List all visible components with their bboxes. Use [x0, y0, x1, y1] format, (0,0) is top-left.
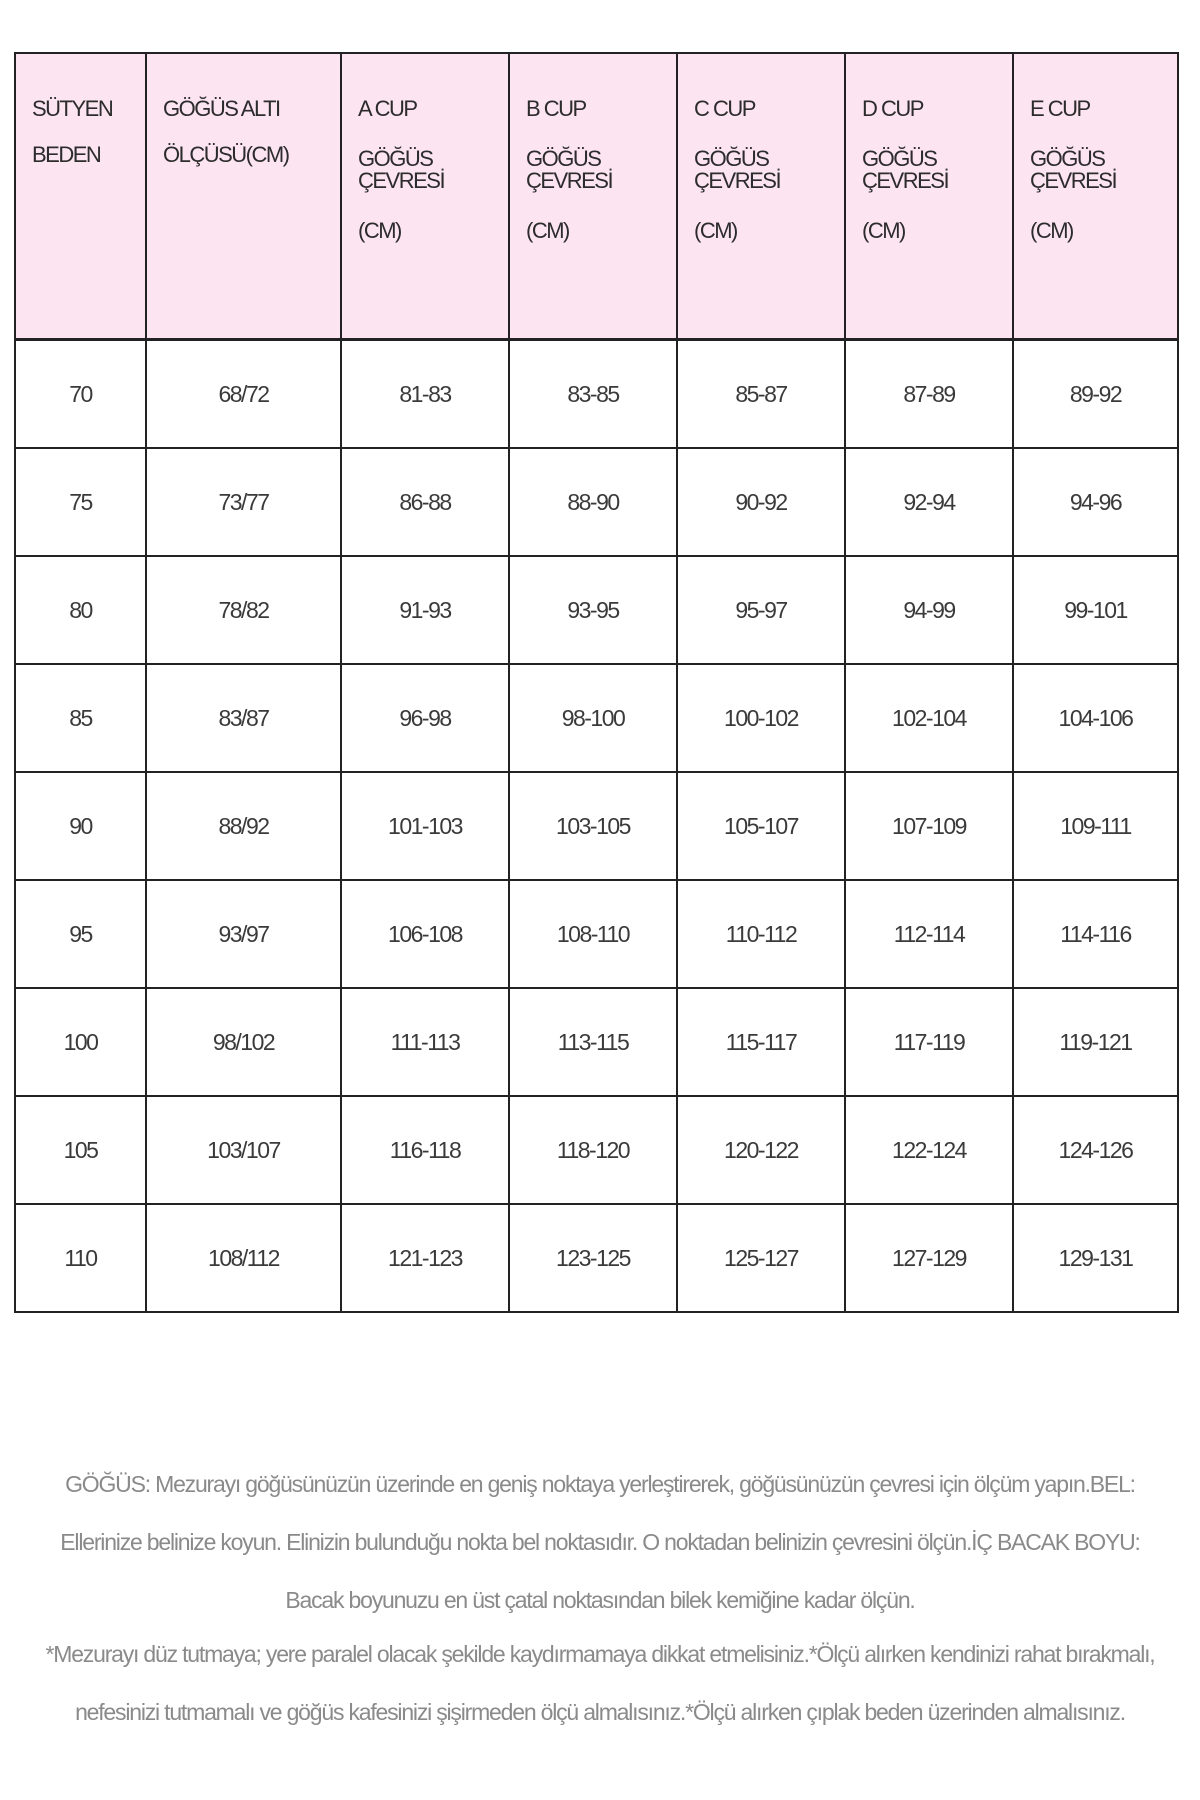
table-row	[15, 880, 1178, 988]
header-c-cup	[677, 53, 845, 340]
header-line: GÖĞÜS ÇEVRESİ	[862, 146, 949, 193]
table-row	[15, 664, 1178, 772]
table-cell: 114-116	[1013, 880, 1178, 988]
header-line-gap	[163, 120, 326, 144]
table-cell: 129-131	[1013, 1204, 1178, 1312]
table-cell: 94-99	[845, 556, 1013, 664]
header-e-cup	[1013, 53, 1178, 340]
header-line-gap	[862, 192, 998, 220]
table-cell: 80	[15, 556, 146, 664]
header-a-cup	[341, 53, 509, 340]
table-cell: 68/72	[146, 340, 341, 449]
table-cell: 101-103	[341, 772, 509, 880]
header-line: GÖĞÜS ÇEVRESİ	[526, 146, 613, 193]
table-cell: 92-94	[845, 448, 1013, 556]
table-cell: 105-107	[677, 772, 845, 880]
header-line: C CUP	[694, 96, 755, 121]
header-line: (CM)	[358, 218, 401, 243]
header-bra-size	[15, 53, 146, 340]
header-line: (CM)	[526, 218, 569, 243]
table-cell: 110-112	[677, 880, 845, 988]
table-header	[15, 53, 1178, 340]
table-cell: 93-95	[509, 556, 677, 664]
table-cell: 105	[15, 1096, 146, 1204]
table-cell: 73/77	[146, 448, 341, 556]
table-cell: 83-85	[509, 340, 677, 449]
table-cell: 113-115	[509, 988, 677, 1096]
bra-size-table	[14, 52, 1179, 1313]
table-cell: 104-106	[1013, 664, 1178, 772]
table-cell: 109-111	[1013, 772, 1178, 880]
table-cell: 93/97	[146, 880, 341, 988]
header-line: GÖĞÜS ALTI	[163, 96, 280, 121]
header-line-gap	[694, 120, 830, 148]
table-cell: 83/87	[146, 664, 341, 772]
table-cell: 81-83	[341, 340, 509, 449]
table-cell: 127-129	[845, 1204, 1013, 1312]
header-line-gap	[32, 120, 131, 144]
table-cell: 90-92	[677, 448, 845, 556]
header-line: D CUP	[862, 96, 923, 121]
table-cell: 100-102	[677, 664, 845, 772]
table-cell: 98-100	[509, 664, 677, 772]
table-cell: 87-89	[845, 340, 1013, 449]
table-cell: 121-123	[341, 1204, 509, 1312]
header-line: A CUP	[358, 96, 417, 121]
header-line-gap	[1030, 192, 1163, 220]
header-b-cup	[509, 53, 677, 340]
table-row	[15, 556, 1178, 664]
table-cell: 70	[15, 340, 146, 449]
header-line: (CM)	[862, 218, 905, 243]
table-cell: 118-120	[509, 1096, 677, 1204]
table-cell: 107-109	[845, 772, 1013, 880]
table-cell: 89-92	[1013, 340, 1178, 449]
table-cell: 99-101	[1013, 556, 1178, 664]
table-cell: 116-118	[341, 1096, 509, 1204]
header-line: GÖĞÜS ÇEVRESİ	[358, 146, 445, 193]
header-line: GÖĞÜS ÇEVRESİ	[1030, 146, 1117, 193]
table-cell: 96-98	[341, 664, 509, 772]
header-line-gap	[526, 120, 662, 148]
table-cell: 111-113	[341, 988, 509, 1096]
header-line-gap	[526, 192, 662, 220]
table-row	[15, 772, 1178, 880]
measurement-instructions: GÖĞÜS: Mezurayı göğüsünüzün üzerinde en geniş noktaya yerleştirerek, göğüsünüzün çevresi için ölçüm yapın.BEL: Ellerinize belinize koyun. Elinizin bulunduğu nokta bel noktasıdır. O noktadan belinizin çevresini ölçün.İÇ BACAK BOYU: Bacak boyunuzu en üst çatal noktasından bilek kemiğine kadar ölçün.	[60, 1471, 1140, 1613]
table-cell: 123-125	[509, 1204, 677, 1312]
header-line: (CM)	[694, 218, 737, 243]
table-cell: 120-122	[677, 1096, 845, 1204]
header-line: ÖLÇÜSÜ(CM)	[163, 142, 289, 167]
table-cell: 115-117	[677, 988, 845, 1096]
header-underbust	[146, 53, 341, 340]
table-row	[15, 448, 1178, 556]
table-cell: 108/112	[146, 1204, 341, 1312]
table-cell: 88/92	[146, 772, 341, 880]
header-line-gap	[1030, 120, 1163, 148]
table-row	[15, 988, 1178, 1096]
table-cell: 124-126	[1013, 1096, 1178, 1204]
table-row	[15, 1096, 1178, 1204]
header-line-gap	[358, 120, 494, 148]
table-cell: 90	[15, 772, 146, 880]
table-cell: 117-119	[845, 988, 1013, 1096]
table-cell: 85-87	[677, 340, 845, 449]
table-cell: 85	[15, 664, 146, 772]
header-line: (CM)	[1030, 218, 1073, 243]
table-cell: 112-114	[845, 880, 1013, 988]
table-cell: 94-96	[1013, 448, 1178, 556]
table-cell: 78/82	[146, 556, 341, 664]
table-cell: 106-108	[341, 880, 509, 988]
table-cell: 103/107	[146, 1096, 341, 1204]
table-body	[15, 340, 1178, 1313]
header-line-gap	[694, 192, 830, 220]
table-cell: 91-93	[341, 556, 509, 664]
header-line-gap	[358, 192, 494, 220]
header-line-gap	[862, 120, 998, 148]
table-row	[15, 1204, 1178, 1312]
table-cell: 108-110	[509, 880, 677, 988]
table-row	[15, 340, 1178, 449]
table-cell: 100	[15, 988, 146, 1096]
table-cell: 86-88	[341, 448, 509, 556]
header-line: E CUP	[1030, 96, 1090, 121]
table-cell: 119-121	[1013, 988, 1178, 1096]
table-cell: 110	[15, 1204, 146, 1312]
table-cell: 95	[15, 880, 146, 988]
table-cell: 95-97	[677, 556, 845, 664]
measurement-tips: *Mezurayı düz tutmaya; yere paralel olacak şekilde kaydırmamaya dikkat etmelisiniz.*Ölçü alırken kendinizi rahat bırakmalı, nefesinizi tutmamalı ve göğüs kafesinizi şişirmeden ölçü almalısınız.*Ölçü alırken çıplak beden üzerinden almalısınız.	[45, 1641, 1155, 1725]
table-cell: 102-104	[845, 664, 1013, 772]
header-line: BEDEN	[32, 142, 101, 167]
header-line: SÜTYEN	[32, 96, 113, 121]
table-cell: 103-105	[509, 772, 677, 880]
header-row	[15, 53, 1178, 340]
table-cell: 75	[15, 448, 146, 556]
header-d-cup	[845, 53, 1013, 340]
table-cell: 98/102	[146, 988, 341, 1096]
table-cell: 122-124	[845, 1096, 1013, 1204]
header-line: B CUP	[526, 96, 586, 121]
table-cell: 88-90	[509, 448, 677, 556]
table-cell: 125-127	[677, 1204, 845, 1312]
header-line: GÖĞÜS ÇEVRESİ	[694, 146, 781, 193]
